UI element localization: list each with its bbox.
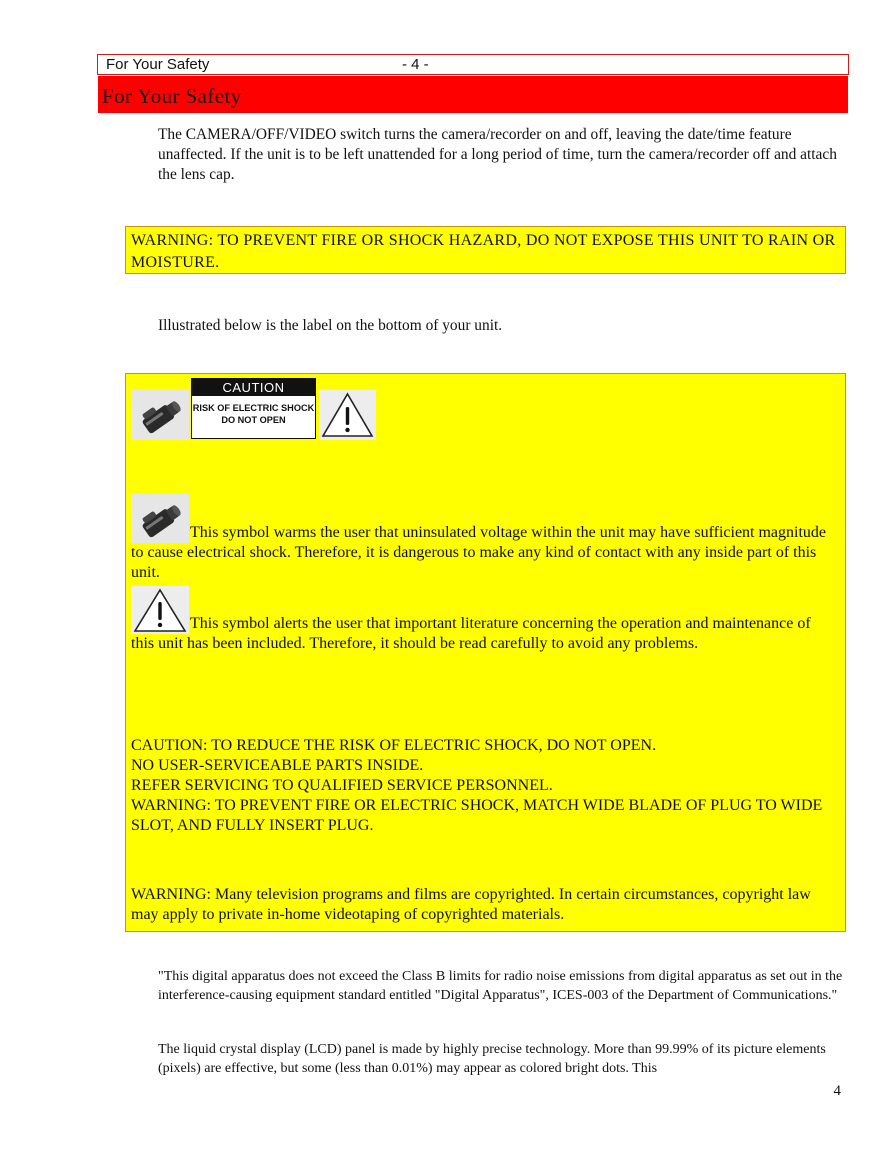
camcorder-icon (131, 390, 189, 440)
voltage-symbol-explanation (131, 494, 836, 583)
moisture-warning-box: WARNING: TO PREVENT FIRE OR SHOCK HAZARD, DO NOT EXPOSE THIS UNIT TO RAIN OR MOISTURE. (125, 226, 846, 274)
warning-triangle-icon (319, 390, 376, 440)
header-section-label: For Your Safety (106, 56, 210, 73)
literature-symbol-explanation (131, 586, 836, 654)
page-title: For Your Safety (98, 76, 848, 113)
caution-statements (131, 736, 841, 836)
unit-label-box (125, 373, 846, 932)
literature-symbol-text: This symbol alerts the user that important literature concerning the operation and maintenance of this unit has been included. Therefore, it should be read carefully to avoid any problems. (131, 615, 811, 652)
header-page-marker: - 4 - (402, 56, 429, 73)
caution-statement: REFER SERVICING TO QUALIFIED SERVICE PERSONNEL. (131, 777, 553, 794)
caution-label-line1: RISK OF ELECTRIC SHOCK (192, 403, 315, 413)
copyright-warning: WARNING: Many television programs and films are copyrighted. In certain circumstances, copyright law may apply to private in-home videotaping of copyrighted materials. (131, 886, 811, 923)
camcorder-icon (131, 494, 189, 543)
caution-statement: WARNING: TO PREVENT FIRE OR ELECTRIC SHOCK, MATCH WIDE BLADE OF PLUG TO WIDE SLOT, AND FULLY INSERT PLUG. (131, 797, 823, 834)
page-number: 4 (833, 1083, 841, 1099)
illustration-intro: Illustrated below is the label on the bottom of your unit. (158, 317, 503, 334)
warning-triangle-icon (131, 586, 189, 634)
lcd-notice: The liquid crystal display (LCD) panel is made by highly precise technology. More than 99.99% of its picture elements (pixels) are effective, but some (less than 0.01%) may appear as colored bright dots. This (158, 1042, 826, 1076)
caution-label-line2: DO NOT OPEN (221, 415, 286, 425)
voltage-symbol-text: This symbol warms the user that uninsulated voltage within the unit may have sufficient magnitude to cause electrical shock. Therefore, it is dangerous to make any kind of contact with any inside part of this unit. (131, 524, 827, 581)
caution-statement: NO USER-SERVICEABLE PARTS INSIDE. (131, 757, 424, 774)
intro-paragraph: The CAMERA/OFF/VIDEO switch turns the camera/recorder on and off, leaving the date/time feature unaffected. If the unit is to be left unattended for a long period of time, turn the camera/recorder off and attach the lens cap. (158, 126, 837, 183)
caution-label-title: CAUTION (192, 379, 315, 396)
fcc-statement: "This digital apparatus does not exceed the Class B limits for radio noise emissions from digital apparatus as set out in the interference-causing equipment standard entitled "Digital Apparatus", ICES-003 of the Department of Communications." (158, 969, 843, 1003)
caution-statement: CAUTION: TO REDUCE THE RISK OF ELECTRIC SHOCK, DO NOT OPEN. (131, 737, 657, 754)
caution-label-graphic (191, 378, 316, 439)
running-header (97, 54, 849, 75)
